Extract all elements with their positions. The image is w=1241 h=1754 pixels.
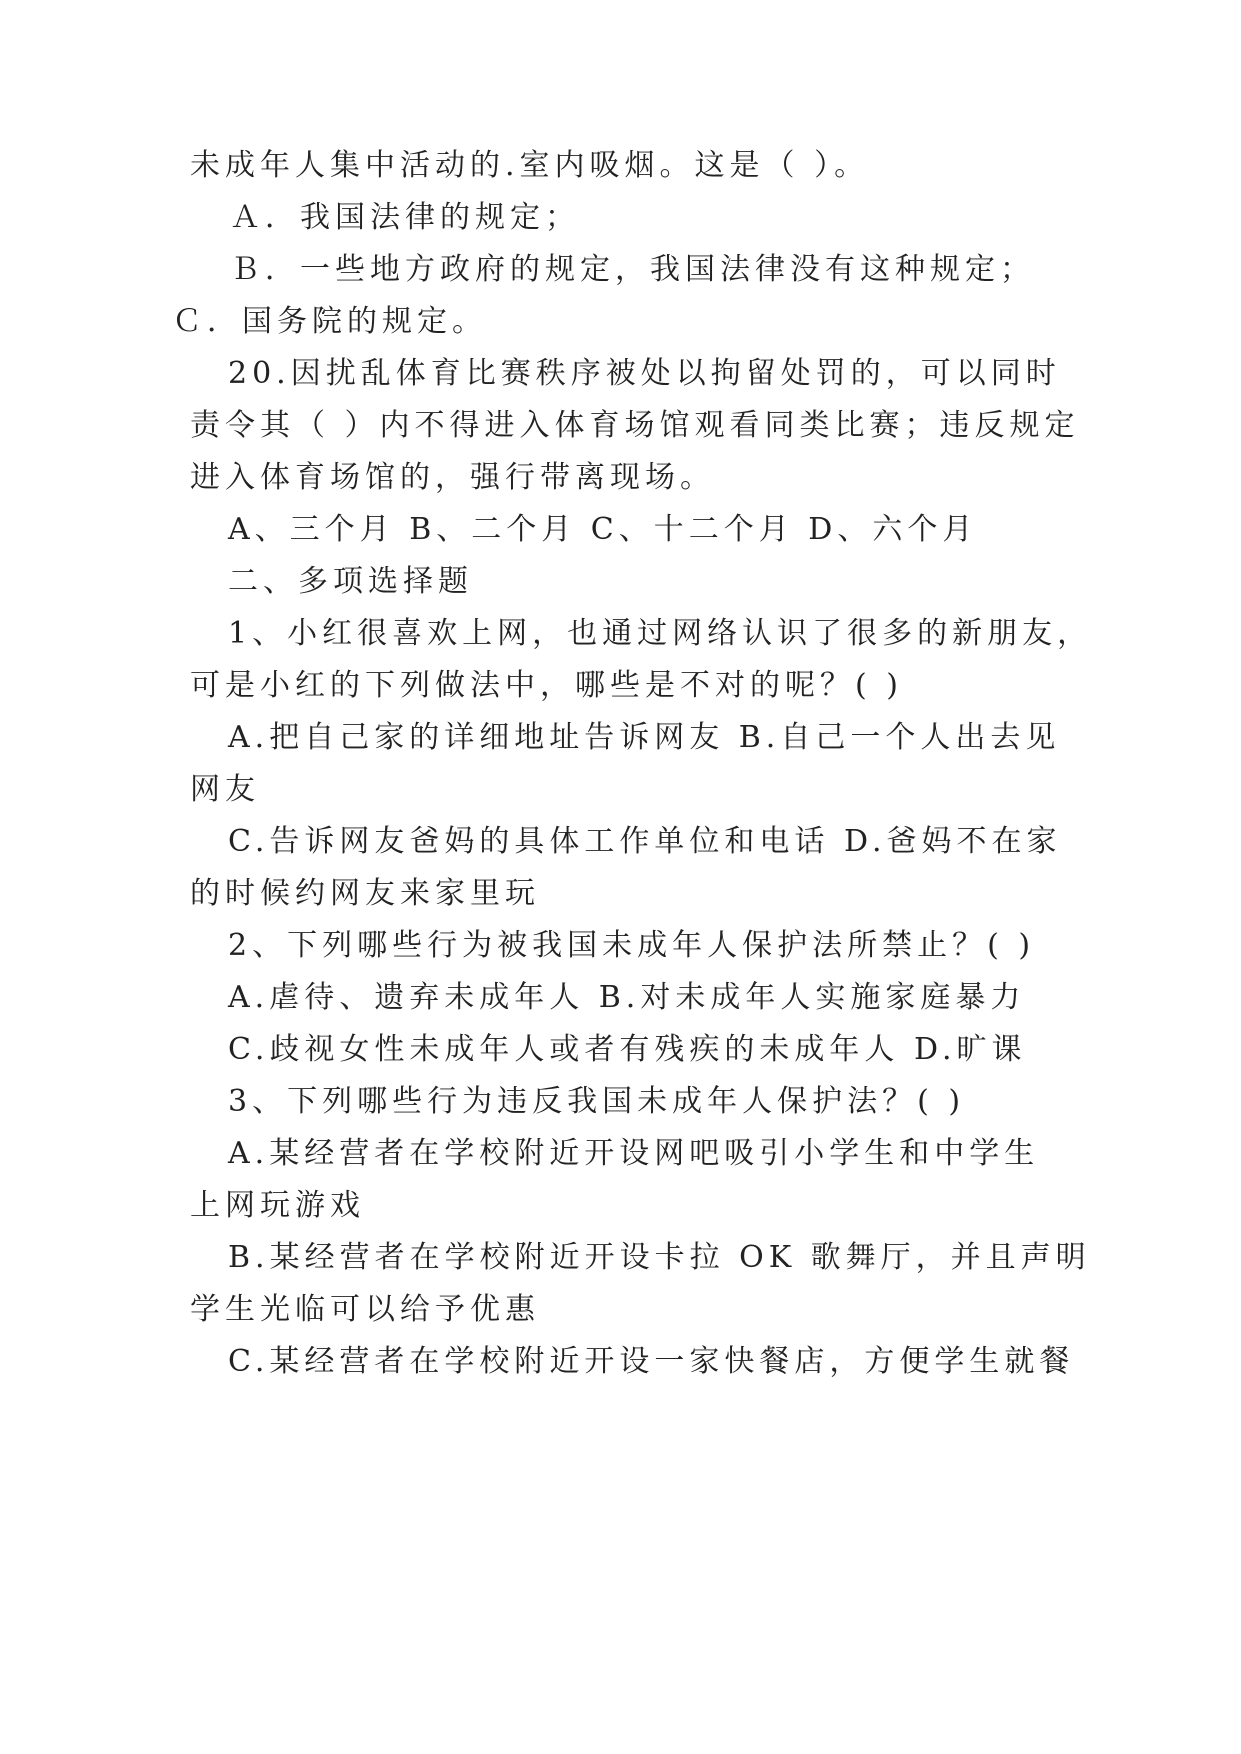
option-a: Ａ．我国法律的规定；: [230, 200, 580, 235]
question-1: 1、小红很喜欢上网，也通过网络认识了很多的新朋友，: [228, 616, 1093, 651]
options-line: A.某经营者在学校附近开设网吧吸引小学生和中学生: [228, 1136, 1040, 1171]
section-heading: 二、多项选择题: [228, 564, 473, 599]
options-line: C.告诉网友爸妈的具体工作单位和电话 D.爸妈不在家: [228, 824, 1062, 859]
text-line: 学生光临可以给予优惠: [190, 1292, 540, 1327]
text-line: 的时候约网友来家里玩: [190, 876, 540, 911]
option-b: Ｂ．一些地方政府的规定，我国法律没有这种规定；: [230, 252, 1035, 287]
option-c: Ｃ．国务院的规定。: [172, 304, 487, 339]
text-line: 可是小红的下列做法中，哪些是不对的呢？( ): [190, 668, 903, 703]
options-line: A.虐待、遗弃未成年人 B.对未成年人实施家庭暴力: [228, 980, 1026, 1015]
text-line: 责令其（ ）内不得进入体育场馆观看同类比赛；违反规定: [190, 408, 1080, 443]
options-line: C.歧视女性未成年人或者有残疾的未成年人 D.旷课: [228, 1032, 1027, 1067]
text-line: 上网玩游戏: [190, 1188, 365, 1223]
question-3: 3、下列哪些行为违反我国未成年人保护法？( ): [228, 1084, 966, 1119]
options-line: A.把自己家的详细地址告诉网友 B.自己一个人出去见: [228, 720, 1061, 755]
options-line: C.某经营者在学校附近开设一家快餐店，方便学生就餐: [228, 1344, 1075, 1379]
options-line: A、三个月 B、二个月 C、十二个月 D、六个月: [228, 512, 978, 547]
options-line: B.某经营者在学校附近开设卡拉 OK 歌舞厅，并且声明: [228, 1240, 1091, 1275]
text-line: 网友: [190, 772, 260, 807]
text-line: 未成年人集中活动的.室内吸烟。这是（ ）。: [190, 148, 870, 183]
question-2: 2、下列哪些行为被我国未成年人保护法所禁止？( ): [228, 928, 1036, 963]
question-20: 20.因扰乱体育比赛秩序被处以拘留处罚的，可以同时: [228, 356, 1061, 391]
text-line: 进入体育场馆的，强行带离现场。: [190, 460, 715, 495]
